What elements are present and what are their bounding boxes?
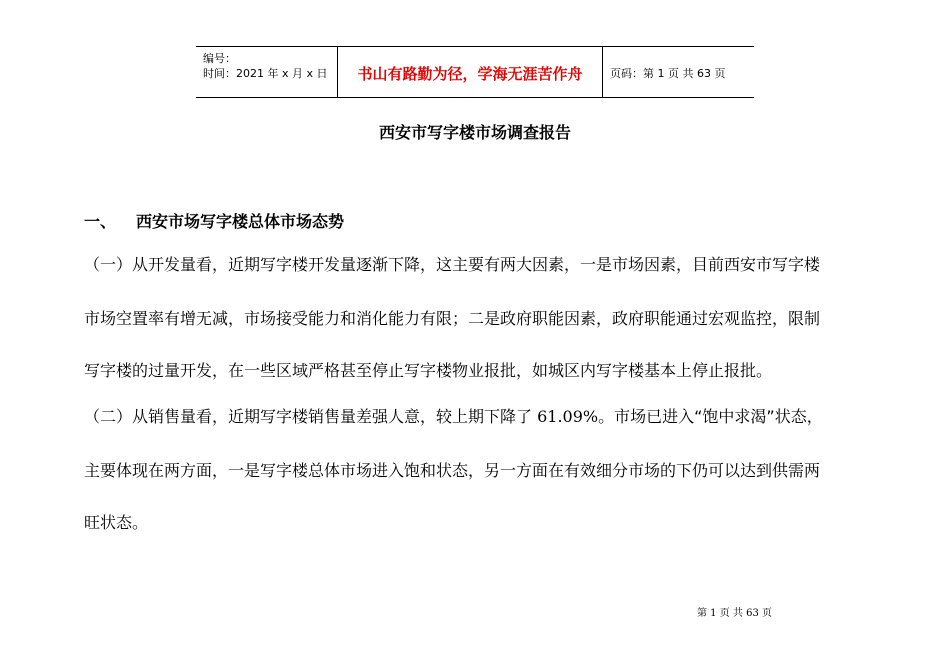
section-heading-text: 西安市场写字楼总体市场态势 xyxy=(136,212,345,231)
section-number: 一、 xyxy=(84,212,117,231)
paragraph1-line3: 写字楼的过量开发，在一些区域严格甚至停止写字楼物业报批，如城区内写字楼基本上停止报批。 xyxy=(84,361,773,380)
paragraph2-line3: 旺状态。 xyxy=(84,513,149,532)
paragraph2-line2: 主要体现在两方面，一是写字楼总体市场进入饱和状态，另一方面在有效细分市场的下仍可以达到供需两 xyxy=(84,461,821,480)
paragraph2-line1-b: 量差强人意，较上期下降了 61.09% xyxy=(340,407,599,426)
header-page-cell xyxy=(603,47,754,97)
paragraph1-line2: 市场空置率有增无减，市场接受能力和消化能力有限；二是政府职能因素，政府职能通过宏观监控，限制 xyxy=(84,309,821,328)
number-label: 编号： xyxy=(203,52,236,65)
page-footer: 第 1 页 共 63 页 xyxy=(697,608,772,619)
section-heading xyxy=(84,209,344,232)
header-meta-cell xyxy=(196,47,338,97)
motto-text: 书山有路勤为径，学海无涯苦作舟 xyxy=(357,64,583,83)
paragraph2-line1-c: 。市场已进入“饱中求渴”状态， xyxy=(598,407,823,426)
page-info: 页码：第 1 页 共 63 页 xyxy=(610,67,726,80)
paragraph1-line1: （一）从开发量看，近期写字楼开发量逐渐下降，这主要有两大因素，一是市场因素，目前西安市写字楼 xyxy=(84,255,821,274)
time-label: 时间：2021 年 x 月 x 日 xyxy=(203,67,328,80)
paragraph2-line1-a: （二）从销售量看，近期写字楼销售 xyxy=(84,407,341,426)
page-header xyxy=(196,46,754,98)
document-title: 西安市写字楼市场调查报告 xyxy=(378,123,571,142)
paragraph2-line1 xyxy=(84,407,823,427)
header-motto-cell xyxy=(338,47,603,97)
